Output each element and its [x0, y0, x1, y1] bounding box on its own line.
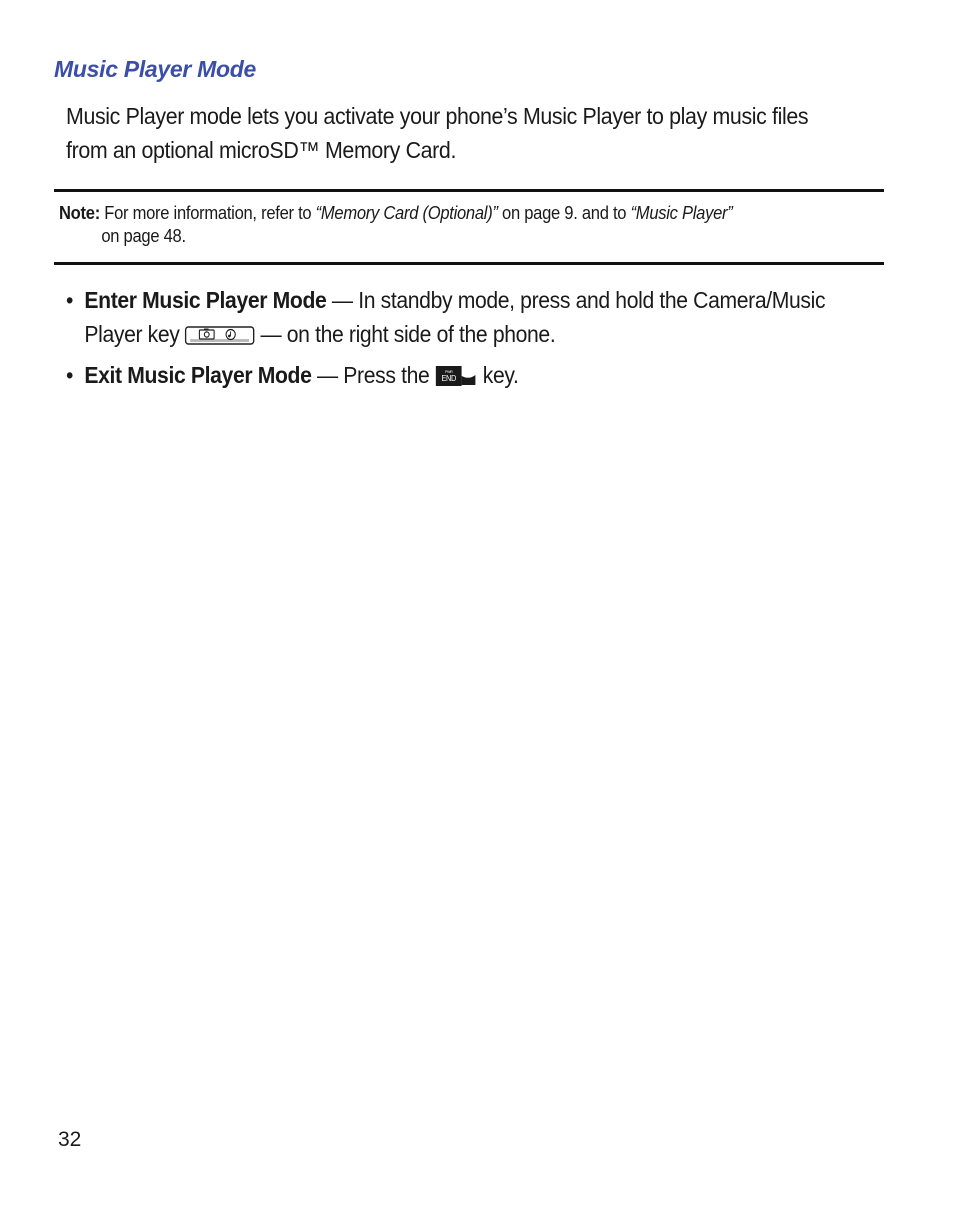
- end-key-label: END: [441, 373, 456, 384]
- note-text-middle: on page 9. and to: [497, 203, 631, 223]
- bullet-term: Enter Music Player Mode: [84, 287, 327, 313]
- note-ref-music-player: “Music Player”: [630, 203, 733, 223]
- bullet-dot: •: [66, 287, 74, 313]
- end-key-icon: [435, 362, 477, 396]
- bullet-enter-music-player-mode: [66, 283, 876, 355]
- note-line-2: on page 48.: [101, 226, 186, 246]
- bullet-text: — Press the: [311, 362, 435, 388]
- end-key-small-label: PWR: [444, 369, 453, 375]
- bullet-exit-music-player-mode: [66, 358, 876, 396]
- note-line-1: [59, 202, 859, 225]
- note-label: Note:: [59, 203, 100, 223]
- section-heading: Music Player Mode: [54, 56, 256, 82]
- note-text-before: For more information, refer to: [104, 203, 316, 223]
- page-number: 32: [58, 1128, 82, 1151]
- note-bottom-rule: [54, 262, 884, 265]
- bullet-text: — In standby mode, press and hold the Camera/Music Player key: [84, 287, 826, 347]
- intro-paragraph: Music Player mode lets you activate your phone’s Music Player to play music files from an optional microSD™ Memory Card.: [66, 103, 809, 163]
- bullet-text-after: — on the right side of the phone.: [254, 321, 556, 347]
- bullet-list: [66, 283, 876, 396]
- camera-music-key-icon: [185, 321, 255, 355]
- note-top-rule: [54, 189, 884, 192]
- bullet-text-after: key.: [477, 362, 519, 388]
- note-ref-memory-card: “Memory Card (Optional)”: [315, 203, 498, 223]
- note-block: [59, 202, 859, 248]
- bullet-term: Exit Music Player Mode: [84, 362, 312, 388]
- bullet-dot: •: [66, 362, 74, 388]
